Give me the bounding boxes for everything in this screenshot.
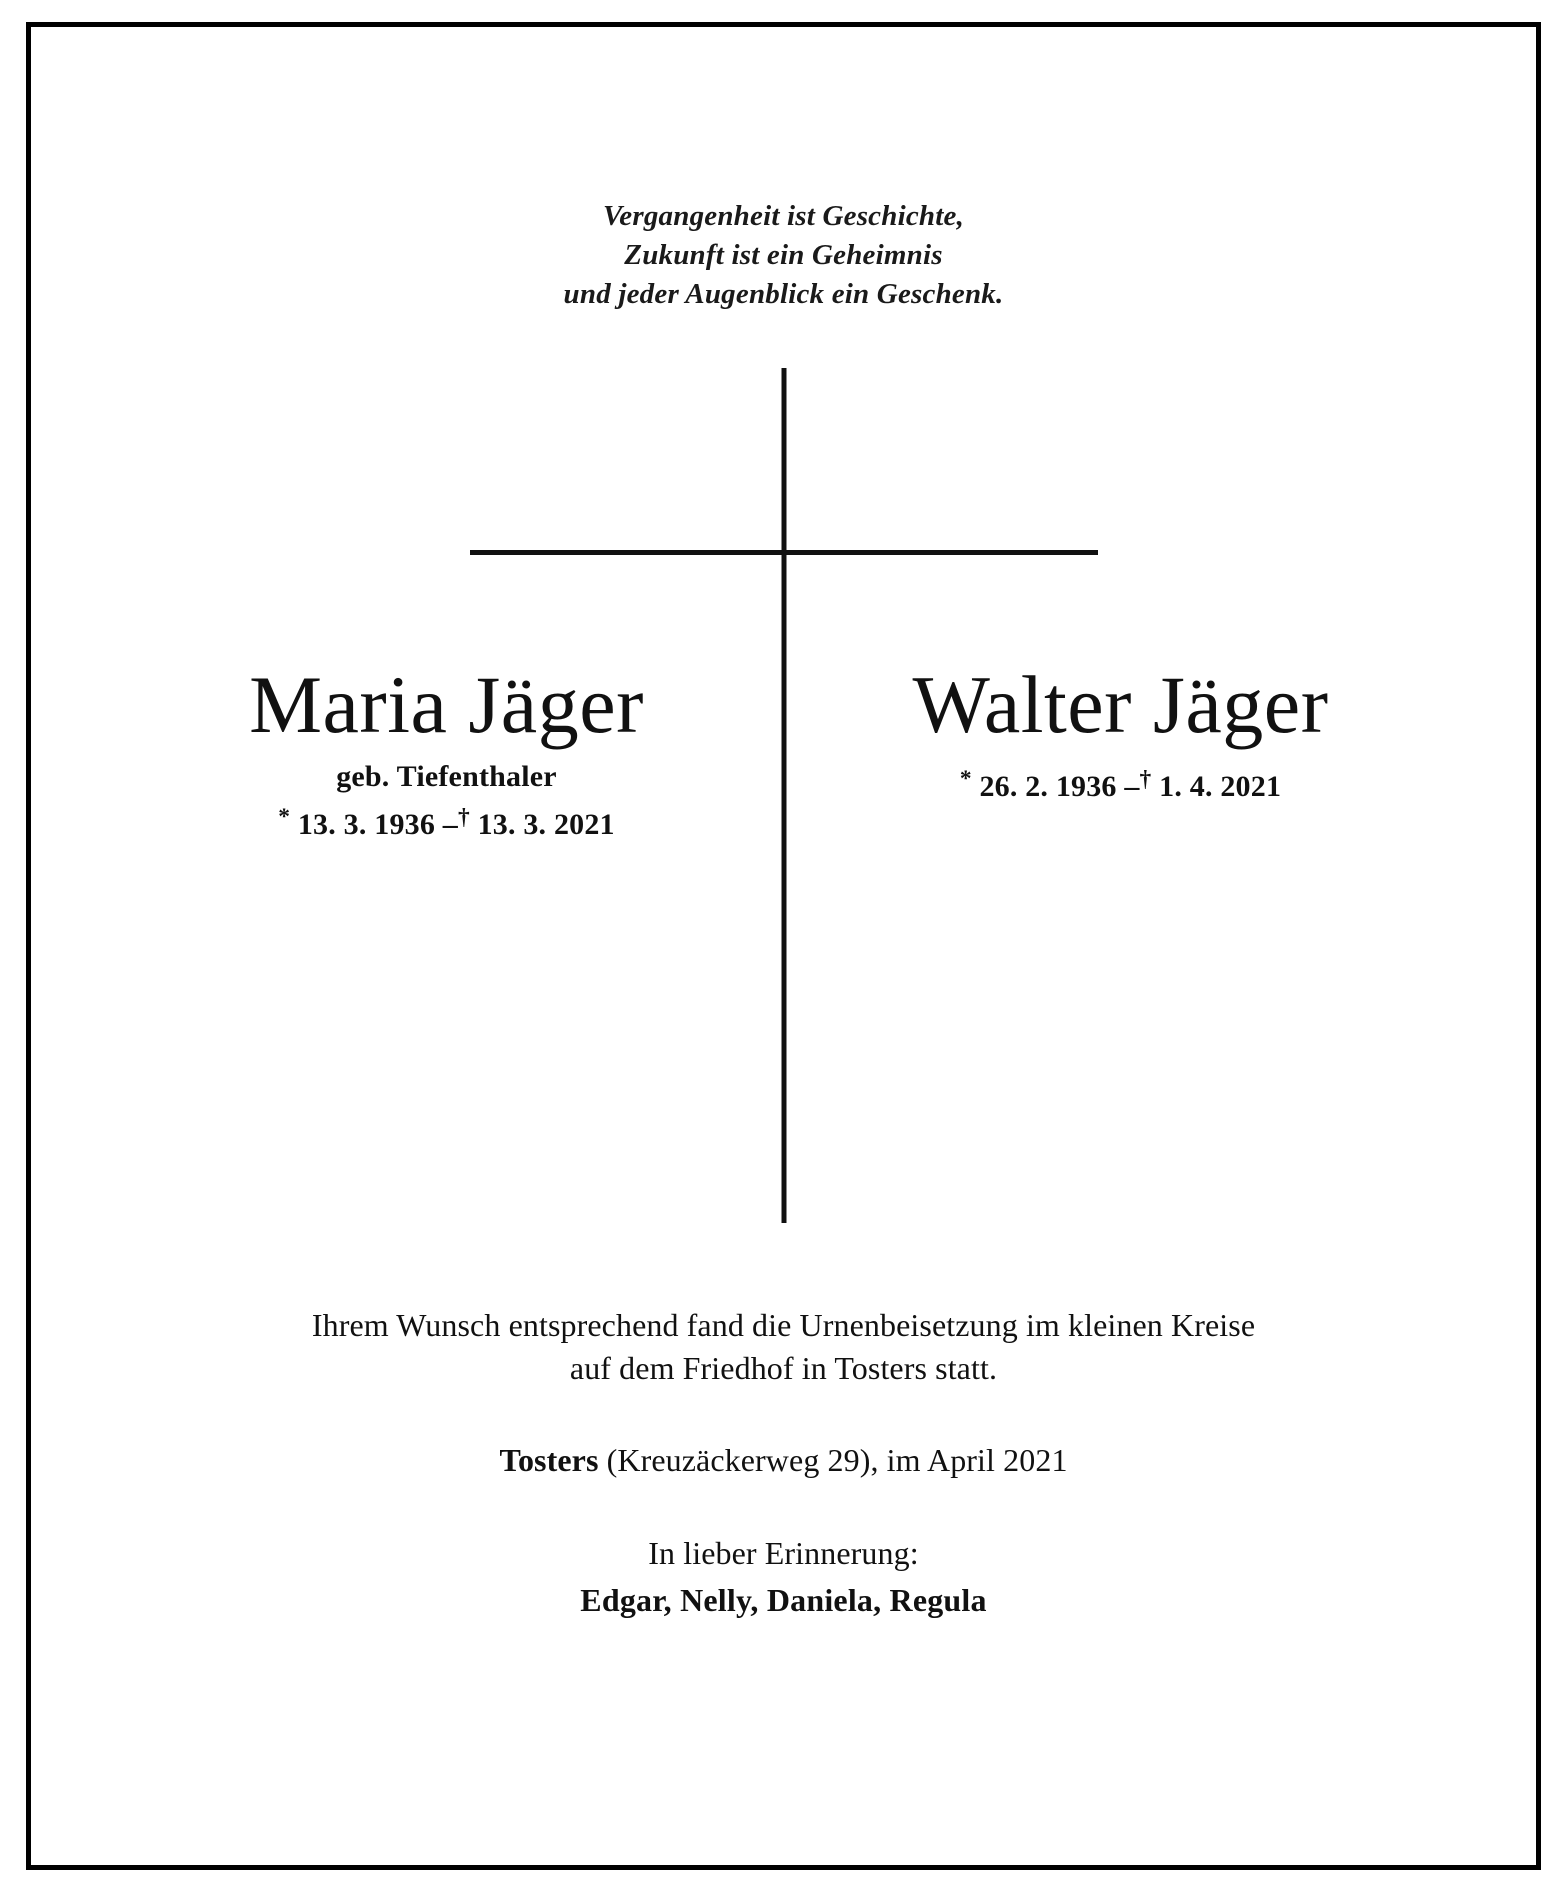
birth-date: 26. 2. 1936 [979,769,1117,803]
birth-symbol: * [278,803,291,830]
memorial-block [31,368,1536,1228]
death-symbol: † [457,803,470,830]
obituary-notice-card [26,22,1541,1870]
birth-date: 13. 3. 1936 [297,807,436,841]
person-name: Walter Jäger [912,658,1329,750]
person-name: Maria Jäger [249,658,644,750]
place-details: (Kreuzäckerweg 29), im April 2021 [598,1441,1068,1478]
footer-block [31,1304,1536,1619]
person-entry-walter [784,658,1424,804]
person-dates [818,766,1424,804]
verse-block [564,197,1004,314]
date-separator: – [1124,769,1140,803]
persons-list [31,658,1536,842]
person-born-name: geb. Tiefenthaler [336,759,557,793]
death-date: 13. 3. 2021 [477,807,615,841]
memory-label: In lieber Erinnerung: [648,1534,919,1571]
place-and-date-line [31,1442,1536,1479]
memory-names: Edgar, Nelly, Daniela, Regula [580,1581,987,1618]
burial-paragraph [31,1304,1536,1390]
place-name: Tosters [499,1441,599,1478]
person-dates [144,804,750,842]
death-date: 1. 4. 2021 [1159,769,1282,803]
verse-line-3: und jeder Augenblick ein Geschenk. [563,277,1004,310]
burial-line-1: Ihrem Wunsch entsprechend fand die Urnenbeisetzung im kleinen Kreise [311,1306,1256,1343]
date-separator: – [442,807,458,841]
death-symbol: † [1139,765,1152,792]
verse-line-2: Zukunft ist ein Geheimnis [624,238,943,271]
cross-icon-crossbar [470,550,1098,555]
verse-line-1: Vergangenheit ist Geschichte, [602,200,965,232]
birth-symbol: * [959,765,972,792]
burial-line-2: auf dem Friedhof in Tosters statt. [569,1349,998,1386]
person-entry-maria [144,658,784,842]
